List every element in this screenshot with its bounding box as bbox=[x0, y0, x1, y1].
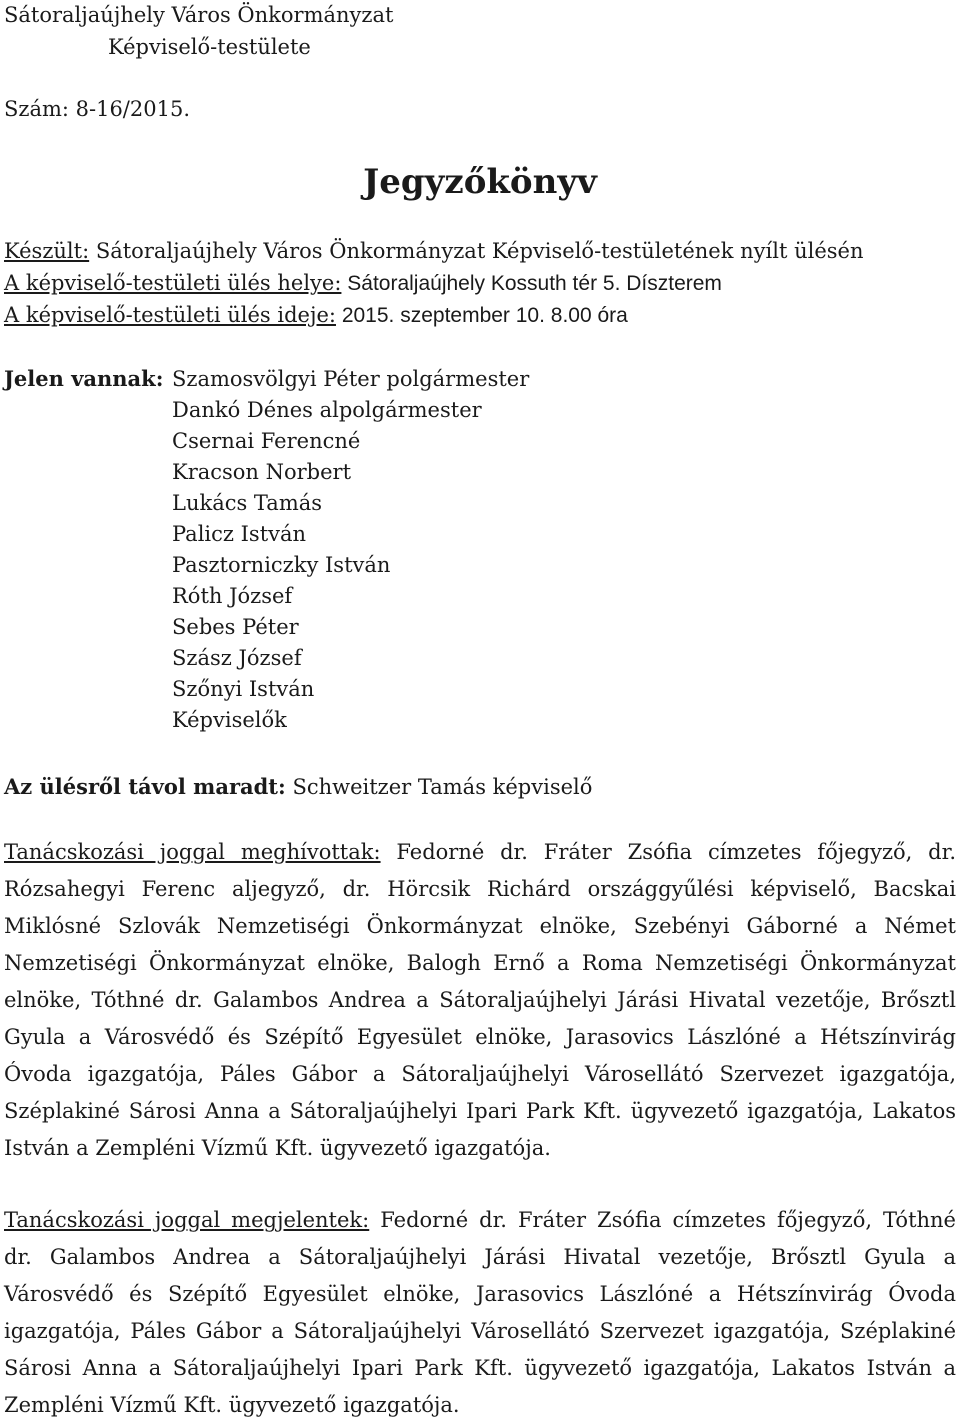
attendee-name: Szász József bbox=[172, 646, 302, 670]
meta-keszult bbox=[4, 236, 863, 266]
invited-text: Fedorné dr. Fráter Zsófia címzetes főjegyző, dr. bbox=[380, 840, 956, 864]
absent-line bbox=[4, 772, 592, 802]
attendee-name: Palicz István bbox=[172, 522, 307, 546]
absent-value: Schweitzer Tamás képviselő bbox=[285, 775, 593, 799]
invited-text: Széplakiné Sárosi Anna a Sátoraljaújhelyi Ipari Park Kft. ügyvezető igazgatója, Lakatos bbox=[4, 1099, 956, 1123]
document-title: Jegyzőkönyv bbox=[363, 162, 597, 202]
invited-row bbox=[4, 1093, 956, 1130]
invited-text: Gyula a Városvédő és Szépítő Egyesület elnöke, Jarasovics Lászlóné a Hétszínvirág bbox=[4, 1025, 956, 1049]
keszult-label: Készült: bbox=[4, 239, 90, 263]
invited-label: Tanácskozási joggal meghívottak: bbox=[4, 840, 381, 864]
meta-ideje bbox=[4, 300, 628, 331]
attendee-name: Lukács Tamás bbox=[172, 491, 323, 515]
org-name-line1: Sátoraljaújhely Város Önkormányzat bbox=[4, 3, 394, 27]
attendee-name: Szamosvölgyi Péter polgármester bbox=[172, 367, 530, 391]
appeared-text: Városvédő és Szépítő Egyesület elnöke, Jarasovics Lászlóné a Hétszínvirág Óvoda bbox=[4, 1282, 956, 1306]
appeared-text: Zempléni Vízmű Kft. ügyvezető igazgatója. bbox=[4, 1393, 460, 1417]
invited-paragraph bbox=[4, 834, 956, 1167]
present-label: Jelen vannak: bbox=[4, 366, 164, 391]
appeared-row bbox=[4, 1350, 956, 1387]
appeared-paragraph bbox=[4, 1202, 956, 1424]
attendee-name: Sebes Péter bbox=[172, 615, 299, 639]
appeared-label: Tanácskozási joggal megjelentek: bbox=[4, 1208, 370, 1232]
invited-row bbox=[4, 982, 956, 1019]
attendee-name: Dankó Dénes alpolgármester bbox=[172, 398, 482, 422]
appeared-text: Sárosi Anna a Sátoraljaújhelyi Ipari Park Kft. ügyvezető igazgatója, Lakatos István a bbox=[4, 1356, 956, 1380]
invited-row bbox=[4, 871, 956, 908]
attendee-name: Kracson Norbert bbox=[172, 460, 352, 484]
attendee-name: Szőnyi István bbox=[172, 677, 315, 701]
helye-value: Sátoraljaújhely Kossuth tér 5. Díszterem bbox=[341, 272, 722, 295]
invited-text: Rózsahegyi Ferenc aljegyző, dr. Hörcsik Richárd országgyűlési képviselő, Bacskai bbox=[4, 877, 956, 901]
invited-row bbox=[4, 1130, 956, 1167]
appeared-row bbox=[4, 1202, 956, 1239]
document-number: Szám: 8-16/2015. bbox=[4, 97, 191, 121]
appeared-row bbox=[4, 1276, 956, 1313]
attendee-name: Pasztorniczky István bbox=[172, 553, 391, 577]
appeared-text: Fedorné dr. Fráter Zsófia címzetes főjegyző, Tóthné bbox=[369, 1208, 956, 1232]
meta-helye bbox=[4, 268, 722, 299]
invited-row bbox=[4, 1019, 956, 1056]
helye-label: A képviselő-testületi ülés helye: bbox=[4, 271, 342, 295]
invited-row bbox=[4, 834, 956, 871]
invited-text: Miklósné Szlovák Nemzetiségi Önkormányzat elnöke, Szebényi Gáborné a Német bbox=[4, 914, 956, 938]
attendee-name: Képviselők bbox=[172, 708, 287, 732]
invited-row bbox=[4, 908, 956, 945]
absent-label: Az ülésről távol maradt: bbox=[4, 774, 286, 799]
keszult-value: Sátoraljaújhely Város Önkormányzat Képviselő-testületének nyílt ülésén bbox=[89, 239, 864, 263]
appeared-text: dr. Galambos Andrea a Sátoraljaújhelyi Járási Hivatal vezetője, Brősztl Gyula a bbox=[4, 1245, 956, 1269]
invited-text: István a Zempléni Vízmű Kft. ügyvezető igazgatója. bbox=[4, 1136, 551, 1160]
appeared-text: igazgatója, Páles Gábor a Sátoraljaújhelyi Városellátó Szervezet igazgatója, Széplakiné bbox=[4, 1319, 956, 1343]
ideje-label: A képviselő-testületi ülés ideje: bbox=[4, 303, 336, 327]
invited-text: elnöke, Tóthné dr. Galambos Andrea a Sátoraljaújhelyi Járási Hivatal vezetője, Brősztl bbox=[4, 988, 956, 1012]
invited-row bbox=[4, 1056, 956, 1093]
appeared-row bbox=[4, 1313, 956, 1350]
invited-text: Óvoda igazgatója, Páles Gábor a Sátoraljaújhelyi Városellátó Szervezet igazgatója, bbox=[4, 1062, 956, 1086]
invited-text: Nemzetiségi Önkormányzat elnöke, Balogh Ernő a Roma Nemzetiségi Önkormányzat bbox=[4, 951, 956, 975]
org-name-line2: Képviselő-testülete bbox=[108, 35, 311, 59]
attendee-name: Csernai Ferencné bbox=[172, 429, 361, 453]
attendee-name: Róth József bbox=[172, 584, 293, 608]
ideje-value: 2015. szeptember 10. 8.00 óra bbox=[335, 304, 628, 327]
appeared-row bbox=[4, 1239, 956, 1276]
invited-row bbox=[4, 945, 956, 982]
appeared-row bbox=[4, 1387, 956, 1424]
